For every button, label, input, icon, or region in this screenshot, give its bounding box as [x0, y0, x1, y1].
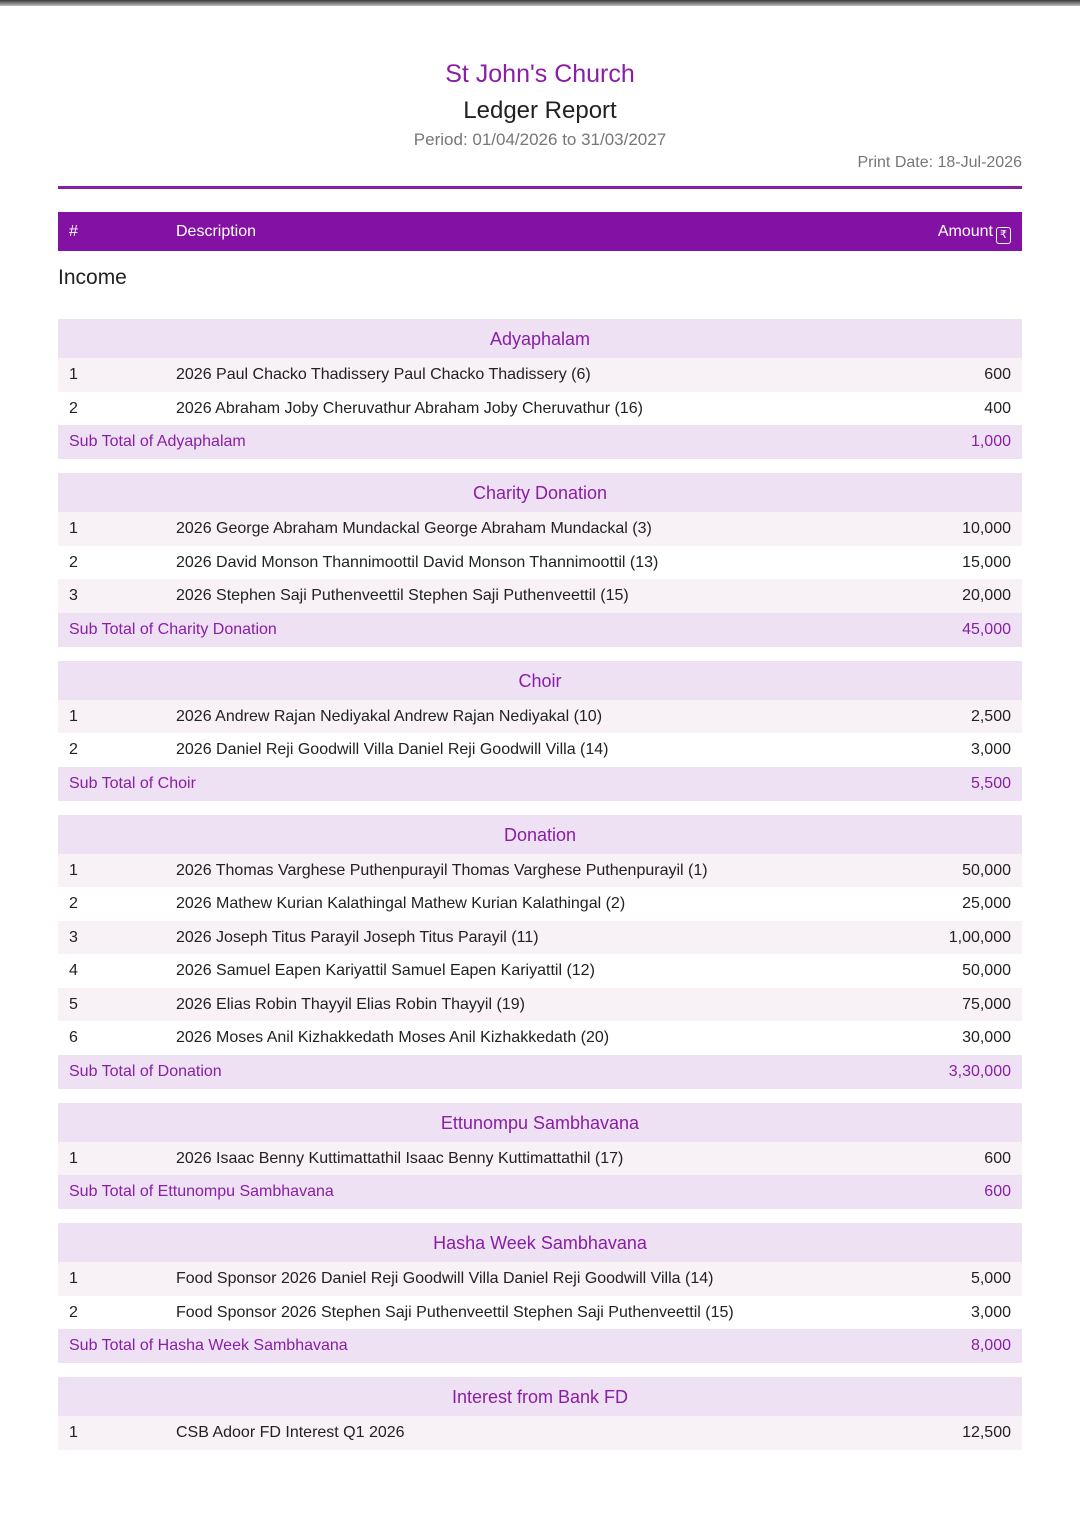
row-amount: 3,000 — [970, 1303, 1011, 1321]
row-number: 2 — [69, 895, 78, 912]
group-title: Charity Donation — [58, 473, 1022, 512]
table-row — [58, 1262, 1022, 1296]
row-amount: 1,00,000 — [948, 928, 1011, 946]
subtotal-amount: 8,000 — [970, 1337, 1011, 1354]
table-row — [58, 1296, 1022, 1330]
row-number: 1 — [69, 1270, 78, 1287]
table-row — [58, 1416, 1022, 1450]
row-description: 2026 David Monson Thannimoottil David Monson Thannimoottil (13) — [176, 553, 659, 571]
row-number: 3 — [69, 587, 78, 604]
table-row — [58, 358, 1022, 392]
row-amount: 600 — [984, 366, 1011, 383]
ledger-group — [58, 1103, 1022, 1210]
report-period: Period: 01/04/2026 to 31/03/2027 — [413, 130, 667, 149]
row-number: 1 — [69, 707, 78, 725]
table-row — [58, 392, 1022, 426]
subtotal-label: Sub Total of Adyaphalam — [69, 433, 246, 450]
row-number: 3 — [69, 928, 78, 946]
row-description: 2026 Thomas Varghese Puthenpurayil Thomas Varghese Puthenpurayil (1) — [176, 861, 708, 879]
row-number: 5 — [69, 995, 78, 1013]
column-description-header: Description — [176, 223, 257, 240]
subtotal-amount: 5,500 — [970, 774, 1011, 792]
subtotal-amount: 600 — [984, 1183, 1011, 1200]
table-row — [58, 988, 1022, 1022]
row-description: Food Sponsor 2026 Daniel Reji Goodwill Villa Daniel Reji Goodwill Villa (14) — [176, 1270, 714, 1287]
print-date: Print Date: 18-Jul-2026 — [857, 154, 1022, 171]
group-title: Adyaphalam — [58, 319, 1022, 358]
ledger-group — [58, 1377, 1022, 1450]
table-row — [58, 887, 1022, 921]
column-amount-label: Amount — [937, 223, 993, 240]
row-number: 1 — [69, 861, 78, 879]
row-description: 2026 George Abraham Mundackal George Abraham Mundackal (3) — [176, 520, 652, 537]
column-num-header: # — [69, 223, 78, 240]
column-amount-header — [938, 223, 1011, 244]
row-description: 2026 Isaac Benny Kuttimattathil Isaac Benny Kuttimattathil (17) — [176, 1149, 624, 1167]
subtotal-row — [58, 1055, 1022, 1089]
subtotal-row — [58, 425, 1022, 459]
row-description: CSB Adoor FD Interest Q1 2026 — [176, 1424, 405, 1441]
table-row — [58, 1142, 1022, 1176]
row-amount: 15,000 — [962, 553, 1011, 571]
row-number: 2 — [69, 1303, 78, 1321]
row-amount: 50,000 — [962, 962, 1011, 979]
table-row — [58, 579, 1022, 613]
table-row — [58, 700, 1022, 734]
ledger-group — [58, 473, 1022, 647]
row-number: 4 — [69, 962, 78, 979]
row-amount: 2,500 — [970, 707, 1011, 725]
table-row — [58, 1021, 1022, 1055]
subtotal-label: Sub Total of Choir — [69, 774, 196, 792]
table-row — [58, 546, 1022, 580]
subtotal-label: Sub Total of Charity Donation — [69, 620, 277, 638]
subtotal-label: Sub Total of Hasha Week Sambhavana — [69, 1337, 348, 1354]
row-amount: 12,500 — [962, 1424, 1011, 1441]
row-description: 2026 Elias Robin Thayyil Elias Robin Thayyil (19) — [176, 995, 525, 1013]
row-number: 2 — [69, 741, 78, 758]
ledger-groups — [58, 319, 1022, 1464]
row-description: 2026 Joseph Titus Parayil Joseph Titus Parayil (11) — [176, 928, 539, 946]
row-description: 2026 Paul Chacko Thadissery Paul Chacko Thadissery (6) — [176, 366, 591, 383]
top-edge-bar — [0, 0, 1080, 6]
row-description: 2026 Moses Anil Kizhakkedath Moses Anil Kizhakkedath (20) — [176, 1029, 610, 1046]
table-row — [58, 733, 1022, 767]
table-row — [58, 512, 1022, 546]
section-income-heading: Income — [58, 266, 127, 289]
column-header-bar — [58, 212, 1022, 251]
row-description: Food Sponsor 2026 Stephen Saji Puthenveettil Stephen Saji Puthenveettil (15) — [176, 1303, 734, 1321]
subtotal-label: Sub Total of Ettunompu Sambhavana — [69, 1183, 334, 1200]
row-amount: 600 — [984, 1149, 1011, 1167]
subtotal-row — [58, 1329, 1022, 1363]
row-number: 1 — [69, 366, 78, 383]
church-name: St John's Church — [445, 60, 635, 88]
report-title: Ledger Report — [463, 97, 617, 124]
table-row — [58, 921, 1022, 955]
ledger-group — [58, 661, 1022, 801]
row-amount: 3,000 — [970, 741, 1011, 758]
row-amount: 75,000 — [962, 995, 1011, 1013]
row-amount: 5,000 — [970, 1270, 1011, 1287]
ledger-group — [58, 319, 1022, 459]
row-amount: 20,000 — [962, 587, 1011, 604]
row-amount: 25,000 — [962, 895, 1011, 912]
group-title: Ettunompu Sambhavana — [58, 1103, 1022, 1142]
subtotal-amount: 1,000 — [970, 433, 1011, 450]
row-description: 2026 Daniel Reji Goodwill Villa Daniel Reji Goodwill Villa (14) — [176, 741, 609, 758]
subtotal-amount: 45,000 — [962, 620, 1011, 638]
row-amount: 400 — [984, 399, 1011, 417]
group-title: Interest from Bank FD — [58, 1377, 1022, 1416]
row-amount: 30,000 — [962, 1029, 1011, 1046]
group-title: Choir — [58, 661, 1022, 700]
ledger-group — [58, 815, 1022, 1089]
subtotal-label: Sub Total of Donation — [69, 1062, 222, 1080]
ledger-group — [58, 1223, 1022, 1363]
table-row — [58, 954, 1022, 988]
subtotal-amount: 3,30,000 — [948, 1062, 1011, 1080]
row-description: 2026 Andrew Rajan Nediyakal Andrew Rajan Nediyakal (10) — [176, 707, 603, 725]
rupee-icon: ₹ — [996, 227, 1011, 244]
subtotal-row — [58, 1175, 1022, 1209]
subtotal-row — [58, 767, 1022, 801]
table-row — [58, 854, 1022, 888]
header-divider — [58, 186, 1022, 189]
row-number: 1 — [69, 1424, 78, 1441]
group-title: Hasha Week Sambhavana — [58, 1223, 1022, 1262]
row-number: 6 — [69, 1029, 78, 1046]
row-number: 2 — [69, 553, 78, 571]
row-description: 2026 Mathew Kurian Kalathingal Mathew Kurian Kalathingal (2) — [176, 895, 626, 912]
row-amount: 10,000 — [962, 520, 1011, 537]
row-description: 2026 Abraham Joby Cheruvathur Abraham Joby Cheruvathur (16) — [176, 399, 643, 417]
row-number: 1 — [69, 520, 78, 537]
subtotal-row — [58, 613, 1022, 647]
group-title: Donation — [58, 815, 1022, 854]
row-number: 1 — [69, 1149, 78, 1167]
row-amount: 50,000 — [962, 861, 1011, 879]
row-description: 2026 Stephen Saji Puthenveettil Stephen Saji Puthenveettil (15) — [176, 587, 629, 604]
row-number: 2 — [69, 399, 78, 417]
row-description: 2026 Samuel Eapen Kariyattil Samuel Eapen Kariyattil (12) — [176, 962, 595, 979]
